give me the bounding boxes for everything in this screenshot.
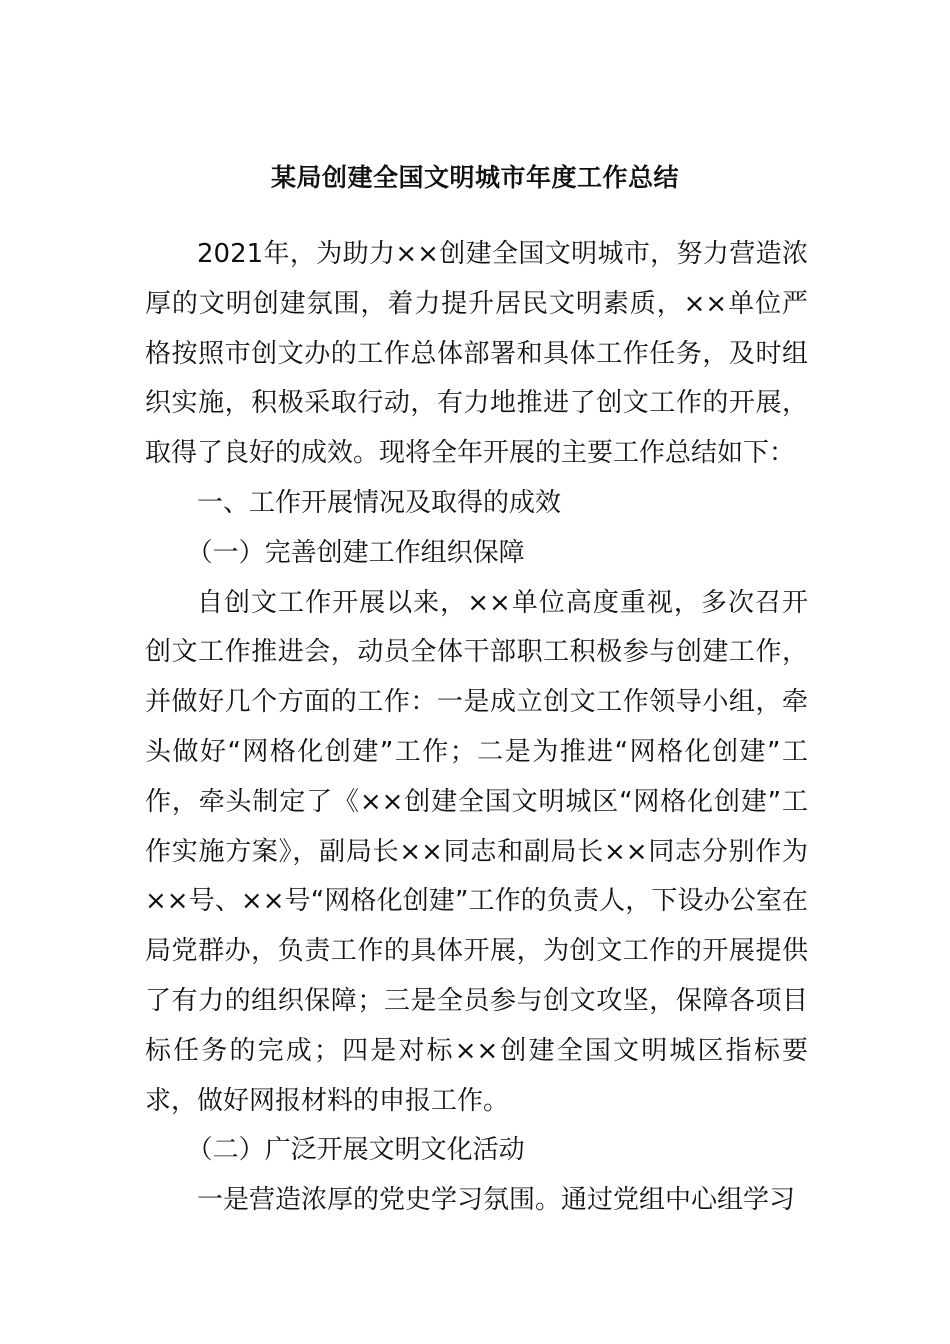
body-paragraph: 一是营造浓厚的党史学习氛围。通过党组中心组学习 <box>197 1185 796 1216</box>
body-paragraph: 自创文工作开展以来，××单位高度重视，多次召开创文工作推进会，动员全体干部职工积极参与创建工作，并做好几个方面的工作：一是成立创文工作领导小组，牵头做好“网格化创建”工作；二是为推进“网格化创建”工作，牵头制定了《××创建全国文明城区“网格化创建”工作实施方案》，副局长××同志和副局长××同志分别作为××号、××号“网格化创建”工作的负责人，下设办公室在局党群办，负责工作的具体开展，为创文工作的开展提供了有力的组织保障；三是全员参与创文攻坚，保障各项目标任务的完成；四是对标××创建全国文明城区指标要求，做好网报材料的申报工作。 <box>145 587 808 1116</box>
document-title: 某局创建全国文明城市年度工作总结 <box>270 163 679 192</box>
document-body <box>145 230 808 1226</box>
intro-paragraph: 2021年，为助力××创建全国文明城市，努力营造浓厚的文明创建氛围，着力提升居民文明素质，××单位严格按照市创文办的工作总体部署和具体工作任务，及时组织实施，积极采取行动，有力地推进了创文工作的开展，取得了良好的成效。现将全年开展的主要工作总结如下： <box>145 239 808 469</box>
subsection-heading-1: （一）完善创建工作组织保障 <box>186 537 525 568</box>
section-heading-1: 一、工作开展情况及取得的成效 <box>197 487 562 518</box>
subsection-heading-2: （二）广泛开展文明文化活动 <box>186 1135 525 1166</box>
